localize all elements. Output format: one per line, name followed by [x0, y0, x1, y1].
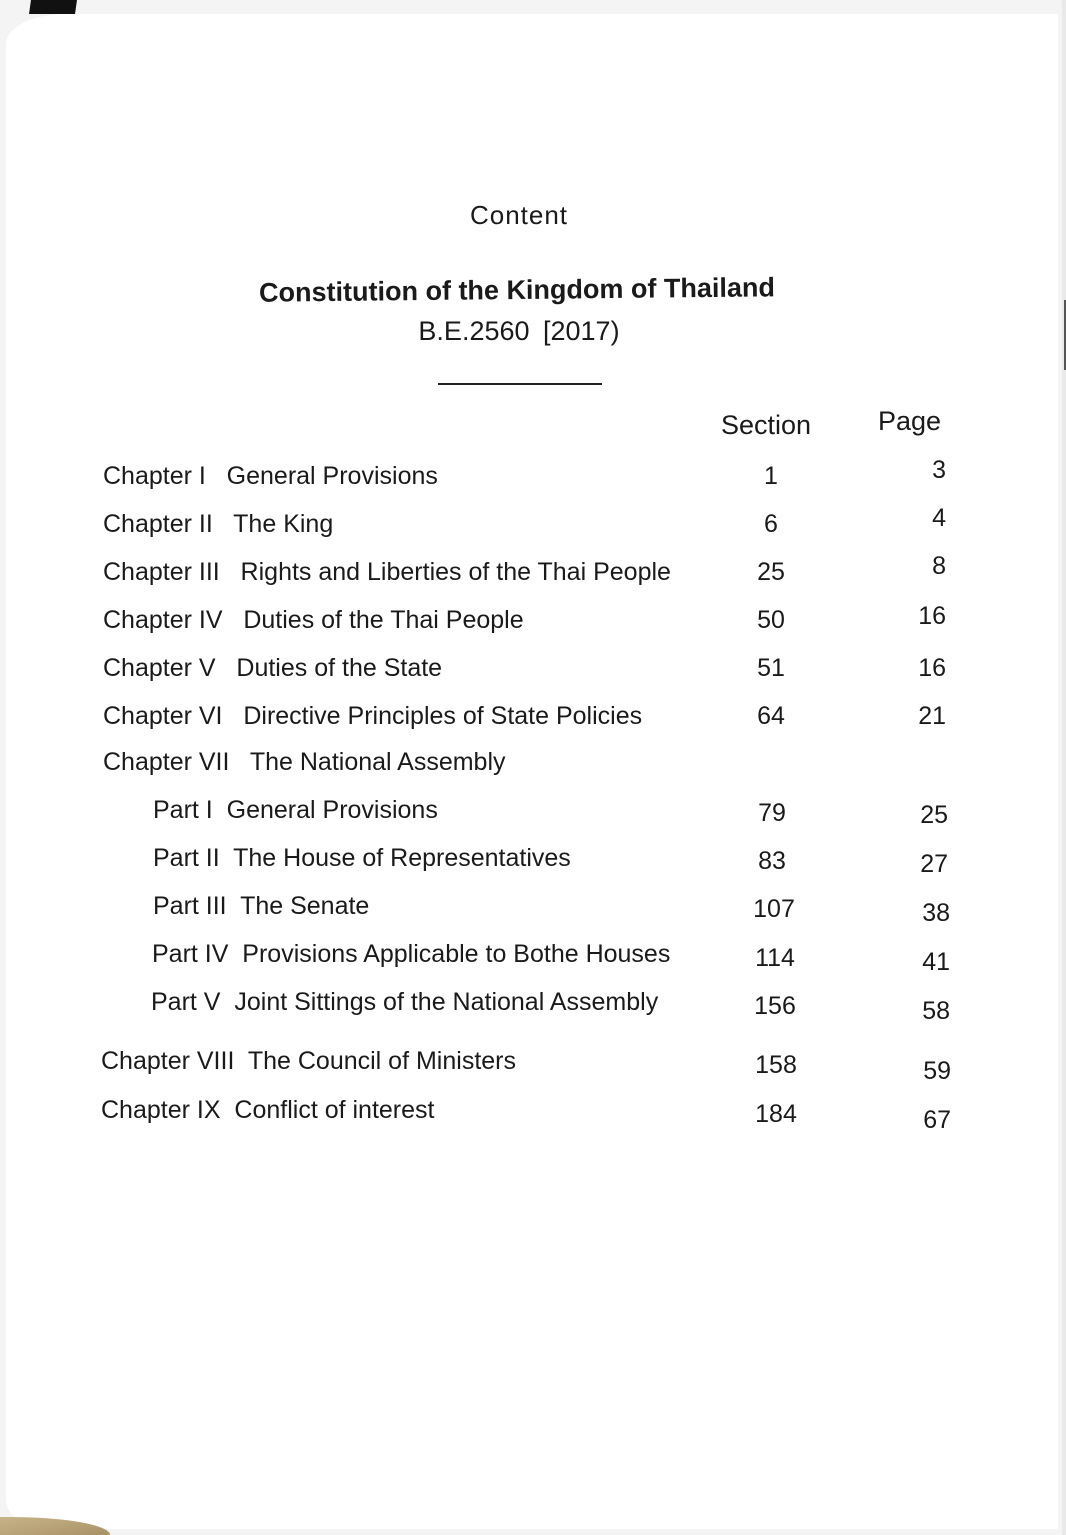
section-column-header: Section: [721, 410, 812, 440]
document-subtitle: B.E.2560 [2017): [418, 316, 620, 346]
toc-entry-chapter-6[interactable]: [0, 702, 1066, 742]
toc-entry-label: Part II The House of Representatives: [153, 844, 571, 872]
toc-entry-page: 16: [918, 602, 946, 630]
toc-entry-page: 25: [920, 801, 948, 829]
toc-entry-section: 83: [758, 847, 786, 875]
toc-entry-chapter-9[interactable]: [0, 1096, 1066, 1136]
toc-entry-part-1[interactable]: [0, 796, 1066, 836]
toc-entry-section: 25: [757, 558, 785, 586]
toc-entry-section: 107: [753, 895, 795, 923]
toc-entry-page: 4: [932, 504, 946, 532]
toc-entry-section: 64: [757, 702, 785, 730]
toc-entry-label: Chapter I General Provisions: [103, 462, 438, 490]
toc-entry-section: 156: [754, 992, 796, 1020]
toc-entry-chapter-3[interactable]: [0, 552, 1066, 598]
toc-entry-section: 184: [755, 1100, 797, 1128]
toc-entry-section: 1: [764, 462, 778, 490]
toc-entry-section: 50: [757, 606, 785, 634]
document-title: Constitution of the Kingdom of Thailand: [258, 272, 776, 308]
toc-entry-page: 38: [922, 899, 950, 927]
toc-entry-page: 21: [918, 702, 946, 730]
toc-entry-page: 58: [922, 997, 950, 1025]
toc-entry-section: 79: [758, 799, 786, 827]
toc-entry-chapter-1[interactable]: [0, 456, 1066, 502]
toc-entry-label: Chapter III Rights and Liberties of the Thai People: [103, 558, 671, 586]
content-label: Content: [469, 200, 569, 230]
toc-entry-page: 59: [923, 1057, 951, 1085]
toc-entry-label: Part IV Provisions Applicable to Bothe Houses: [152, 940, 671, 968]
toc-entry-label: Chapter IX Conflict of interest: [101, 1096, 435, 1124]
toc-entry-part-5[interactable]: [0, 988, 1066, 1028]
toc-entry-label: Chapter II The King: [103, 510, 334, 538]
toc-entry-section: 158: [755, 1051, 797, 1079]
toc-entry-chapter-2[interactable]: [0, 504, 1066, 550]
toc-entry-part-2[interactable]: [0, 844, 1066, 884]
toc-entry-page: 27: [920, 850, 948, 878]
scan-shadow-top-left: [29, 0, 77, 14]
page-column-header: Page: [878, 406, 942, 436]
toc-entry-page: 41: [922, 948, 950, 976]
toc-entry-page: 8: [932, 552, 946, 580]
toc-entry-page: 67: [923, 1106, 951, 1134]
toc-entry-chapter-4[interactable]: [0, 602, 1066, 646]
toc-entry-section: 51: [757, 654, 785, 682]
toc-entry-part-4[interactable]: [0, 940, 1066, 980]
toc-entry-page: 16: [918, 654, 946, 682]
toc-entry-chapter-8[interactable]: [0, 1047, 1066, 1087]
toc-entry-label: Chapter VIII The Council of Ministers: [101, 1047, 516, 1075]
toc-entry-page: 3: [932, 456, 946, 484]
toc-entry-label: Chapter VI Directive Principles of State Policies: [103, 702, 643, 730]
toc-entry-section: 6: [764, 510, 778, 538]
toc-entry-chapter-5[interactable]: [0, 654, 1066, 694]
toc-entry-part-3[interactable]: [0, 892, 1066, 932]
title-divider: [438, 383, 602, 385]
toc-entry-label: Chapter IV Duties of the Thai People: [103, 606, 524, 634]
toc-entry-label: Part III The Senate: [153, 892, 370, 920]
toc-entry-label: Part V Joint Sittings of the National Assembly: [151, 988, 659, 1016]
toc-entry-chapter-7[interactable]: [0, 748, 1066, 788]
toc-entry-section: 114: [755, 944, 795, 972]
toc-entry-label: Chapter VII The National Assembly: [103, 748, 506, 776]
toc-entry-label: Part I General Provisions: [153, 796, 438, 824]
toc-entry-label: Chapter V Duties of the State: [103, 654, 443, 682]
